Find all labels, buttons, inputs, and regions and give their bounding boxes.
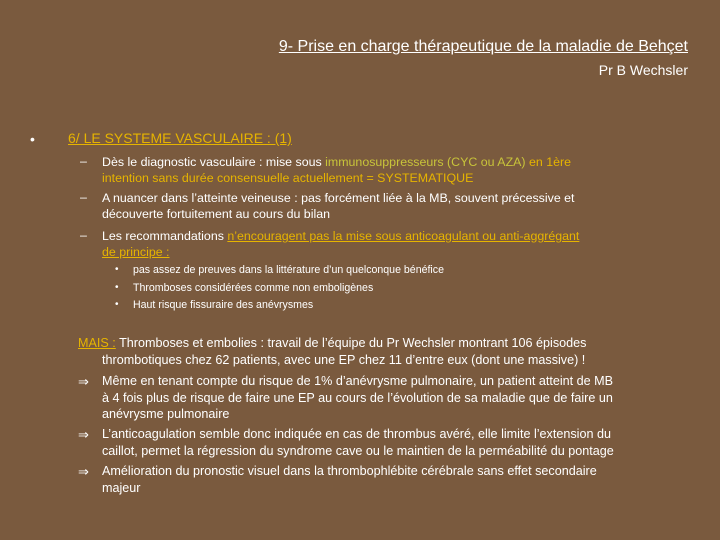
sub-bullet-2: •: [115, 282, 119, 293]
arrow-icon-3: ⇒: [78, 464, 89, 479]
section-bullet: •: [30, 131, 35, 147]
arrow-item-3: [102, 463, 674, 496]
sub-bullet-3: •: [115, 299, 119, 310]
arrow-item-3-line-2: majeur: [102, 480, 141, 495]
item-3-principle: de principe :: [102, 245, 170, 259]
arrow-icon-1: ⇒: [78, 374, 89, 389]
item-3-recommendation: n’encouragent pas la mise sous anticoagulant ou anti-aggrégant: [227, 229, 580, 243]
item-2-line-1: A nuancer dans l’atteinte veineuse : pas forcément liée à la MB, souvent précessive et: [102, 191, 575, 205]
item-2-line-2: découverte fortuitement au cours du bilan: [102, 207, 330, 221]
mais-paragraph-line-1: [78, 335, 674, 352]
mais-paragraph-line-2: thrombotiques chez 62 patients, avec une EP chez 11 d’entre eux (dont une massive) !: [102, 353, 586, 367]
item-1: [102, 154, 677, 186]
item-2: [102, 190, 677, 222]
sub-bullet-1: •: [115, 264, 119, 275]
arrow-item-3-line-1: Amélioration du pronostic visuel dans la thrombophlébite cérébrale sans effet secondaire: [102, 464, 597, 478]
item-1-immunosuppressors: immunosuppresseurs (CYC ou AZA): [325, 155, 526, 169]
slide-author: Pr B Wechsler: [598, 62, 688, 78]
arrow-item-1-line-3: anévrysme pulmonaire: [102, 407, 230, 421]
dash-marker-1: –: [80, 154, 87, 168]
dash-marker-3: –: [80, 228, 87, 242]
item-3: [102, 228, 677, 260]
arrow-item-2-line-2: caillot, permet la régression du syndrome cave ou le maintien de la perméabilité du pontage: [102, 443, 614, 458]
item-1-systematic: intention sans durée consensuelle actuellement = SYSTEMATIQUE: [102, 171, 474, 185]
sub-item-1: pas assez de preuves dans la littérature d’un quelconque bénéfice: [133, 264, 444, 276]
arrow-item-1: [102, 373, 674, 423]
arrow-item-1-line-2: à 4 fois plus de risque de faire une EP au cours de l’évolution de sa maladie que de faire un: [102, 390, 613, 405]
item-1-text-a: Dès le diagnostic vasculaire : mise sous: [102, 155, 326, 169]
item-1-first-line: en 1ère: [525, 155, 571, 169]
section-heading: 6/ LE SYSTEME VASCULAIRE : (1): [68, 130, 292, 146]
dash-marker-2: –: [80, 190, 87, 204]
mais-label: MAIS :: [78, 336, 116, 350]
item-3-text-a: Les recommandations: [102, 229, 228, 243]
arrow-item-1-line-1: Même en tenant compte du risque de 1% d’anévrysme pulmonaire, un patient atteint de MB: [102, 374, 614, 388]
arrow-item-2-line-1: L’anticoagulation semble donc indiquée en cas de thrombus avéré, elle limite l’extension du: [102, 427, 611, 441]
arrow-item-2: [102, 426, 674, 459]
arrow-icon-2: ⇒: [78, 427, 89, 442]
sub-item-3: Haut risque fissuraire des anévrysmes: [133, 299, 314, 311]
sub-item-2: Thromboses considérées comme non emboligènes: [133, 282, 374, 294]
slide-title: 9- Prise en charge thérapeutique de la maladie de Behçet: [278, 38, 688, 55]
mais-text-1: Thromboses et embolies : travail de l’équipe du Pr Wechsler montrant 106 épisodes: [115, 336, 587, 350]
